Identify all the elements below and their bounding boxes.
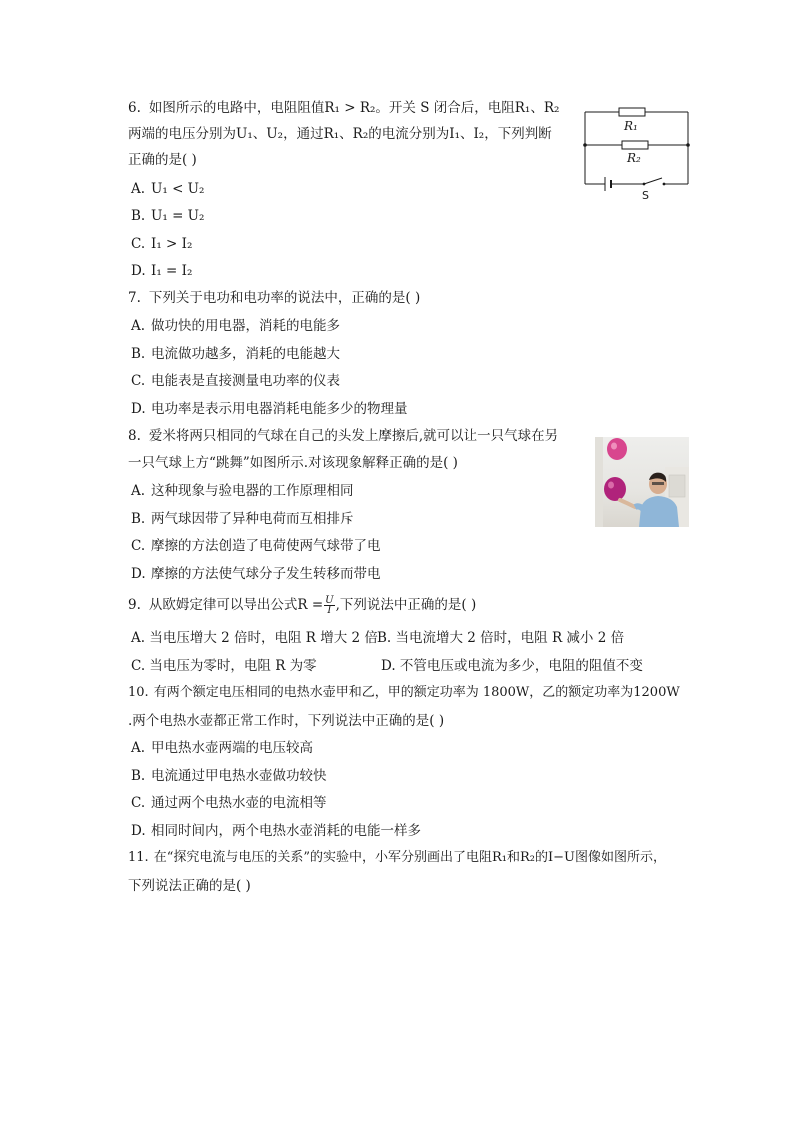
q7-number: 7. — [128, 290, 141, 306]
q10-option-c[interactable]: C. 通过两个电热水壶的电流相等 — [131, 795, 327, 811]
q10-stem-2: .两个电热水壶都正常工作时，下列说法中正确的是( ) — [128, 713, 445, 729]
q11-stem-2: 下列说法正确的是( ) — [128, 878, 251, 894]
q8-stem-1: 爱米将两只相同的气球在自己的头发上摩擦后,就可以让一只气球在另 — [148, 428, 559, 444]
switch-blade — [644, 178, 662, 184]
resistor-r2 — [622, 141, 648, 149]
resistor-r1 — [619, 108, 645, 116]
q6-stem-1: 如图所示的电路中，电阻阻值R₁ > R₂。开关 S 闭合后，电阻R₁、R₂ — [148, 100, 560, 116]
q9-option-b[interactable]: B. 当电流增大 2 倍时，电阻 R 减小 2 倍 — [377, 630, 625, 646]
q10-option-b[interactable]: B. 电流通过甲电热水壶做功较快 — [131, 768, 327, 784]
q10-line1 — [128, 684, 680, 702]
q9-option-c[interactable]: C. 当电压为零时，电阻 R 为零 — [131, 658, 317, 674]
q11-stem-1: 在“探究电流与电压的关系”的实验中，小军分别画出了电阻R₁和R₂的I−U图像如图所示， — [153, 850, 666, 865]
fraction-denominator: I — [327, 605, 332, 616]
q9-stem-pre: 从欧姆定律可以导出公式R = — [148, 597, 324, 613]
q10-number: 10. — [128, 685, 149, 700]
q10-stem-1: 有两个额定电压相同的电热水壶甲和乙，甲的额定功率为 1800W，乙的额定功率为1200W — [153, 685, 680, 700]
q9-stem-post: ,下列说法中正确的是( ) — [335, 597, 477, 613]
q6-option-a[interactable]: A. U₁ < U₂ — [131, 181, 205, 197]
q8-number: 8. — [128, 428, 141, 444]
r2-label: R₂ — [627, 151, 641, 165]
q7-line1 — [128, 289, 420, 307]
q11-line1 — [128, 849, 666, 867]
q6-number: 6. — [128, 100, 141, 116]
q6-option-c[interactable]: C. I₁ > I₂ — [131, 236, 193, 252]
q9-option-d[interactable]: D. 不管电压或电流为多少，电阻的阻值不变 — [381, 658, 643, 674]
q9-line1 — [128, 596, 476, 615]
switch-label: S — [642, 189, 649, 202]
circuit-diagram — [578, 100, 696, 204]
q7-option-d[interactable]: D. 电功率是表示用电器消耗电能多少的物理量 — [131, 401, 408, 417]
q6-option-b[interactable]: B. U₁ = U₂ — [131, 208, 205, 224]
q9-number: 9. — [128, 597, 141, 613]
q7-option-a[interactable]: A. 做功快的用电器，消耗的电能多 — [131, 318, 340, 334]
balloon-photo-illustration — [595, 437, 689, 527]
fraction-numerator: U — [325, 595, 334, 606]
r1-label: R₁ — [624, 119, 638, 133]
q7-option-b[interactable]: B. 电流做功越多，消耗的电能越大 — [131, 346, 340, 362]
q10-option-d[interactable]: D. 相同时间内，两个电热水壶消耗的电能一样多 — [131, 823, 421, 839]
q9-option-a[interactable]: A. 当电压增大 2 倍时，电阻 R 增大 2 倍 — [131, 630, 378, 646]
q7-stem: 下列关于电功和电功率的说法中，正确的是( ) — [148, 290, 421, 306]
q6-stem-2: 两端的电压分别为U₁、U₂，通过R₁、R₂的电流分别为I₁、I₂，下列判断 — [128, 126, 552, 142]
q8-option-c[interactable]: C. 摩擦的方法创造了电荷使两气球带了电 — [131, 538, 381, 554]
balloon-photo — [595, 437, 689, 527]
q10-option-a[interactable]: A. 甲电热水壶两端的电压较高 — [131, 740, 313, 756]
q8-option-a[interactable]: A. 这种现象与验电器的工作原理相同 — [131, 483, 354, 499]
q8-option-d[interactable]: D. 摩擦的方法使气球分子发生转移而带电 — [131, 566, 381, 582]
upper-balloon — [607, 438, 627, 460]
q8-line1 — [128, 427, 558, 445]
q6-option-d[interactable]: D. I₁ = I₂ — [131, 263, 193, 279]
q7-option-c[interactable]: C. 电能表是直接测量电功率的仪表 — [131, 373, 340, 389]
lower-balloon — [604, 477, 626, 501]
ohm-formula-fraction — [324, 596, 334, 615]
q11-number: 11. — [128, 850, 149, 865]
q6-line1 — [128, 99, 559, 117]
q8-stem-2: 一只气球上方“跳舞”如图所示.对该现象解释正确的是( ) — [128, 455, 458, 471]
q8-option-b[interactable]: B. 两气球因带了异种电荷而互相排斥 — [131, 511, 354, 527]
q6-stem-3: 正确的是( ) — [128, 152, 197, 168]
